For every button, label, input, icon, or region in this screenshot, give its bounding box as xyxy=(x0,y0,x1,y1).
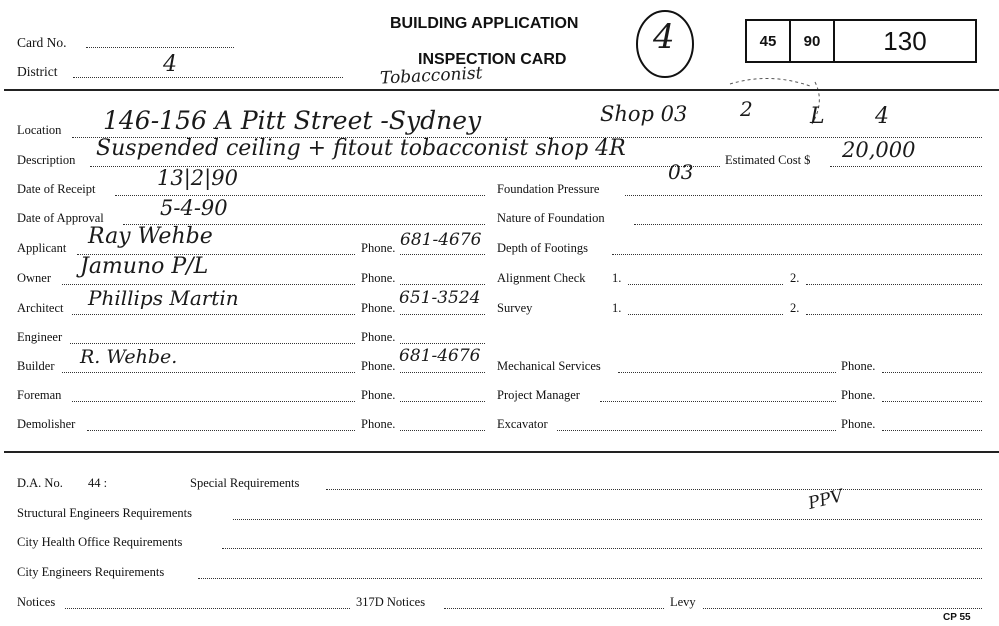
mechanical-phone-label: Phone. xyxy=(841,359,876,373)
alignment-check-field-1[interactable] xyxy=(628,284,783,285)
demolisher-field[interactable] xyxy=(87,430,355,431)
da-no-label: D.A. No. xyxy=(17,476,63,490)
depth-footings-label: Depth of Footings xyxy=(497,241,588,255)
district-field[interactable] xyxy=(73,77,343,78)
owner-phone-field[interactable] xyxy=(400,284,485,285)
description-extra: 03 xyxy=(668,160,694,184)
foreman-phone-label: Phone. xyxy=(361,388,396,402)
city-engineers-label: City Engineers Requirements xyxy=(17,565,165,579)
notices-field[interactable] xyxy=(65,608,350,609)
structural-initials: PPV xyxy=(806,486,846,514)
date-receipt-value: 13|2|90 xyxy=(157,166,238,190)
alignment-check-1: 1. xyxy=(612,271,622,285)
location-value: 146-156 A Pitt Street -Sydney xyxy=(103,106,482,135)
description-value: Suspended ceiling + fitout tobacconist shop 4R xyxy=(96,136,626,161)
architect-label: Architect xyxy=(17,301,64,315)
mechanical-services-label: Mechanical Services xyxy=(497,359,601,373)
applicant-phone-field[interactable] xyxy=(400,254,485,255)
alignment-check-label: Alignment Check xyxy=(497,271,586,285)
circled-number: 4 xyxy=(653,17,675,57)
project-manager-field[interactable] xyxy=(600,401,836,402)
applicant-label: Applicant xyxy=(17,241,67,255)
mechanical-phone-field[interactable] xyxy=(882,372,982,373)
structural-field[interactable] xyxy=(233,519,982,520)
special-requirements-field[interactable] xyxy=(326,489,982,490)
form-title: BUILDING APPLICATION xyxy=(390,15,579,32)
foreman-phone-field[interactable] xyxy=(400,401,485,402)
project-manager-phone-field[interactable] xyxy=(882,401,982,402)
date-approval-value: 5-4-90 xyxy=(160,196,228,220)
card-no-field[interactable] xyxy=(86,47,234,48)
alignment-check-field-2[interactable] xyxy=(806,284,982,285)
owner-name: Jamuno P/L xyxy=(80,254,209,279)
engineer-phone-label: Phone. xyxy=(361,330,396,344)
builder-phone-field[interactable] xyxy=(400,372,485,373)
foreman-field[interactable] xyxy=(72,401,355,402)
excavator-phone-label: Phone. xyxy=(841,417,876,431)
builder-phone-label: Phone. xyxy=(361,359,396,373)
description-label: Description xyxy=(17,153,76,167)
builder-name: R. Wehbe. xyxy=(80,346,178,368)
da-no-value: 44 : xyxy=(88,476,108,490)
alignment-check-2: 2. xyxy=(790,271,800,285)
owner-field[interactable] xyxy=(62,284,355,285)
builder-phone: 681-4676 xyxy=(399,346,481,366)
depth-footings-field[interactable] xyxy=(612,254,982,255)
excavator-label: Excavator xyxy=(497,417,548,431)
engineer-field[interactable] xyxy=(70,343,355,344)
applicant-phone: 681-4676 xyxy=(400,230,482,250)
ref-year-b: 90 xyxy=(791,21,835,61)
excavator-field[interactable] xyxy=(557,430,836,431)
architect-name: Phillips Martin xyxy=(88,286,239,310)
location-annot-1: 2 xyxy=(740,97,753,121)
location-annot-3: 4 xyxy=(875,104,889,129)
card-no-label: Card No. xyxy=(17,35,67,50)
engineer-label: Engineer xyxy=(17,330,63,344)
date-receipt-label: Date of Receipt xyxy=(17,182,96,196)
survey-1: 1. xyxy=(612,301,622,315)
project-manager-phone-label: Phone. xyxy=(841,388,876,402)
ref-number: 130 xyxy=(883,25,927,56)
location-annot-2: L xyxy=(810,104,825,129)
applicant-name: Ray Wehbe xyxy=(88,224,213,249)
architect-phone-label: Phone. xyxy=(361,301,396,315)
foreman-label: Foreman xyxy=(17,388,62,402)
builder-label: Builder xyxy=(17,359,55,373)
survey-label: Survey xyxy=(497,301,533,315)
builder-field[interactable] xyxy=(62,372,355,373)
notices-317d-label: 317D Notices xyxy=(356,595,426,609)
reference-box xyxy=(745,19,977,63)
owner-phone-label: Phone. xyxy=(361,271,396,285)
survey-2: 2. xyxy=(790,301,800,315)
estimated-cost-value: 20,000 xyxy=(842,138,916,162)
demolisher-label: Demolisher xyxy=(17,417,76,431)
city-engineers-field[interactable] xyxy=(198,578,982,579)
special-requirements-label: Special Requirements xyxy=(190,476,300,490)
levy-label: Levy xyxy=(670,595,696,609)
foundation-pressure-field[interactable] xyxy=(625,195,982,196)
foundation-pressure-label: Foundation Pressure xyxy=(497,182,600,196)
owner-label: Owner xyxy=(17,271,52,285)
excavator-phone-field[interactable] xyxy=(882,430,982,431)
levy-field[interactable] xyxy=(703,608,982,609)
header-divider xyxy=(4,89,999,91)
notices-label: Notices xyxy=(17,595,56,609)
project-manager-label: Project Manager xyxy=(497,388,580,402)
tobacconist-note: Tobacconist xyxy=(379,63,483,89)
mechanical-services-field[interactable] xyxy=(618,372,836,373)
nature-foundation-field[interactable] xyxy=(634,224,982,225)
demolisher-phone-field[interactable] xyxy=(400,430,485,431)
health-field[interactable] xyxy=(222,548,982,549)
location-label: Location xyxy=(17,123,62,137)
structural-label: Structural Engineers Requirements xyxy=(17,506,192,520)
nature-foundation-label: Nature of Foundation xyxy=(497,211,605,225)
architect-phone-field[interactable] xyxy=(400,314,485,315)
location-shop: Shop 03 xyxy=(600,102,688,126)
ref-year-a: 45 xyxy=(747,21,791,61)
architect-phone: 651-3524 xyxy=(399,288,481,308)
survey-field-2[interactable] xyxy=(806,314,982,315)
requirements-divider xyxy=(4,451,999,453)
form-subtitle: INSPECTION CARD xyxy=(418,51,567,68)
district-label: District xyxy=(17,64,58,79)
architect-field[interactable] xyxy=(72,314,355,315)
survey-field-1[interactable] xyxy=(628,314,783,315)
estimated-cost-label: Estimated Cost $ xyxy=(725,153,811,167)
notices-317d-field[interactable] xyxy=(444,608,664,609)
estimated-cost-field[interactable] xyxy=(830,166,982,167)
demolisher-phone-label: Phone. xyxy=(361,417,396,431)
district-value: 4 xyxy=(163,52,177,77)
engineer-phone-field[interactable] xyxy=(400,343,485,344)
applicant-phone-label: Phone. xyxy=(361,241,396,255)
date-approval-label: Date of Approval xyxy=(17,211,104,225)
health-label: City Health Office Requirements xyxy=(17,535,183,549)
form-code: CP 55 xyxy=(943,612,971,623)
